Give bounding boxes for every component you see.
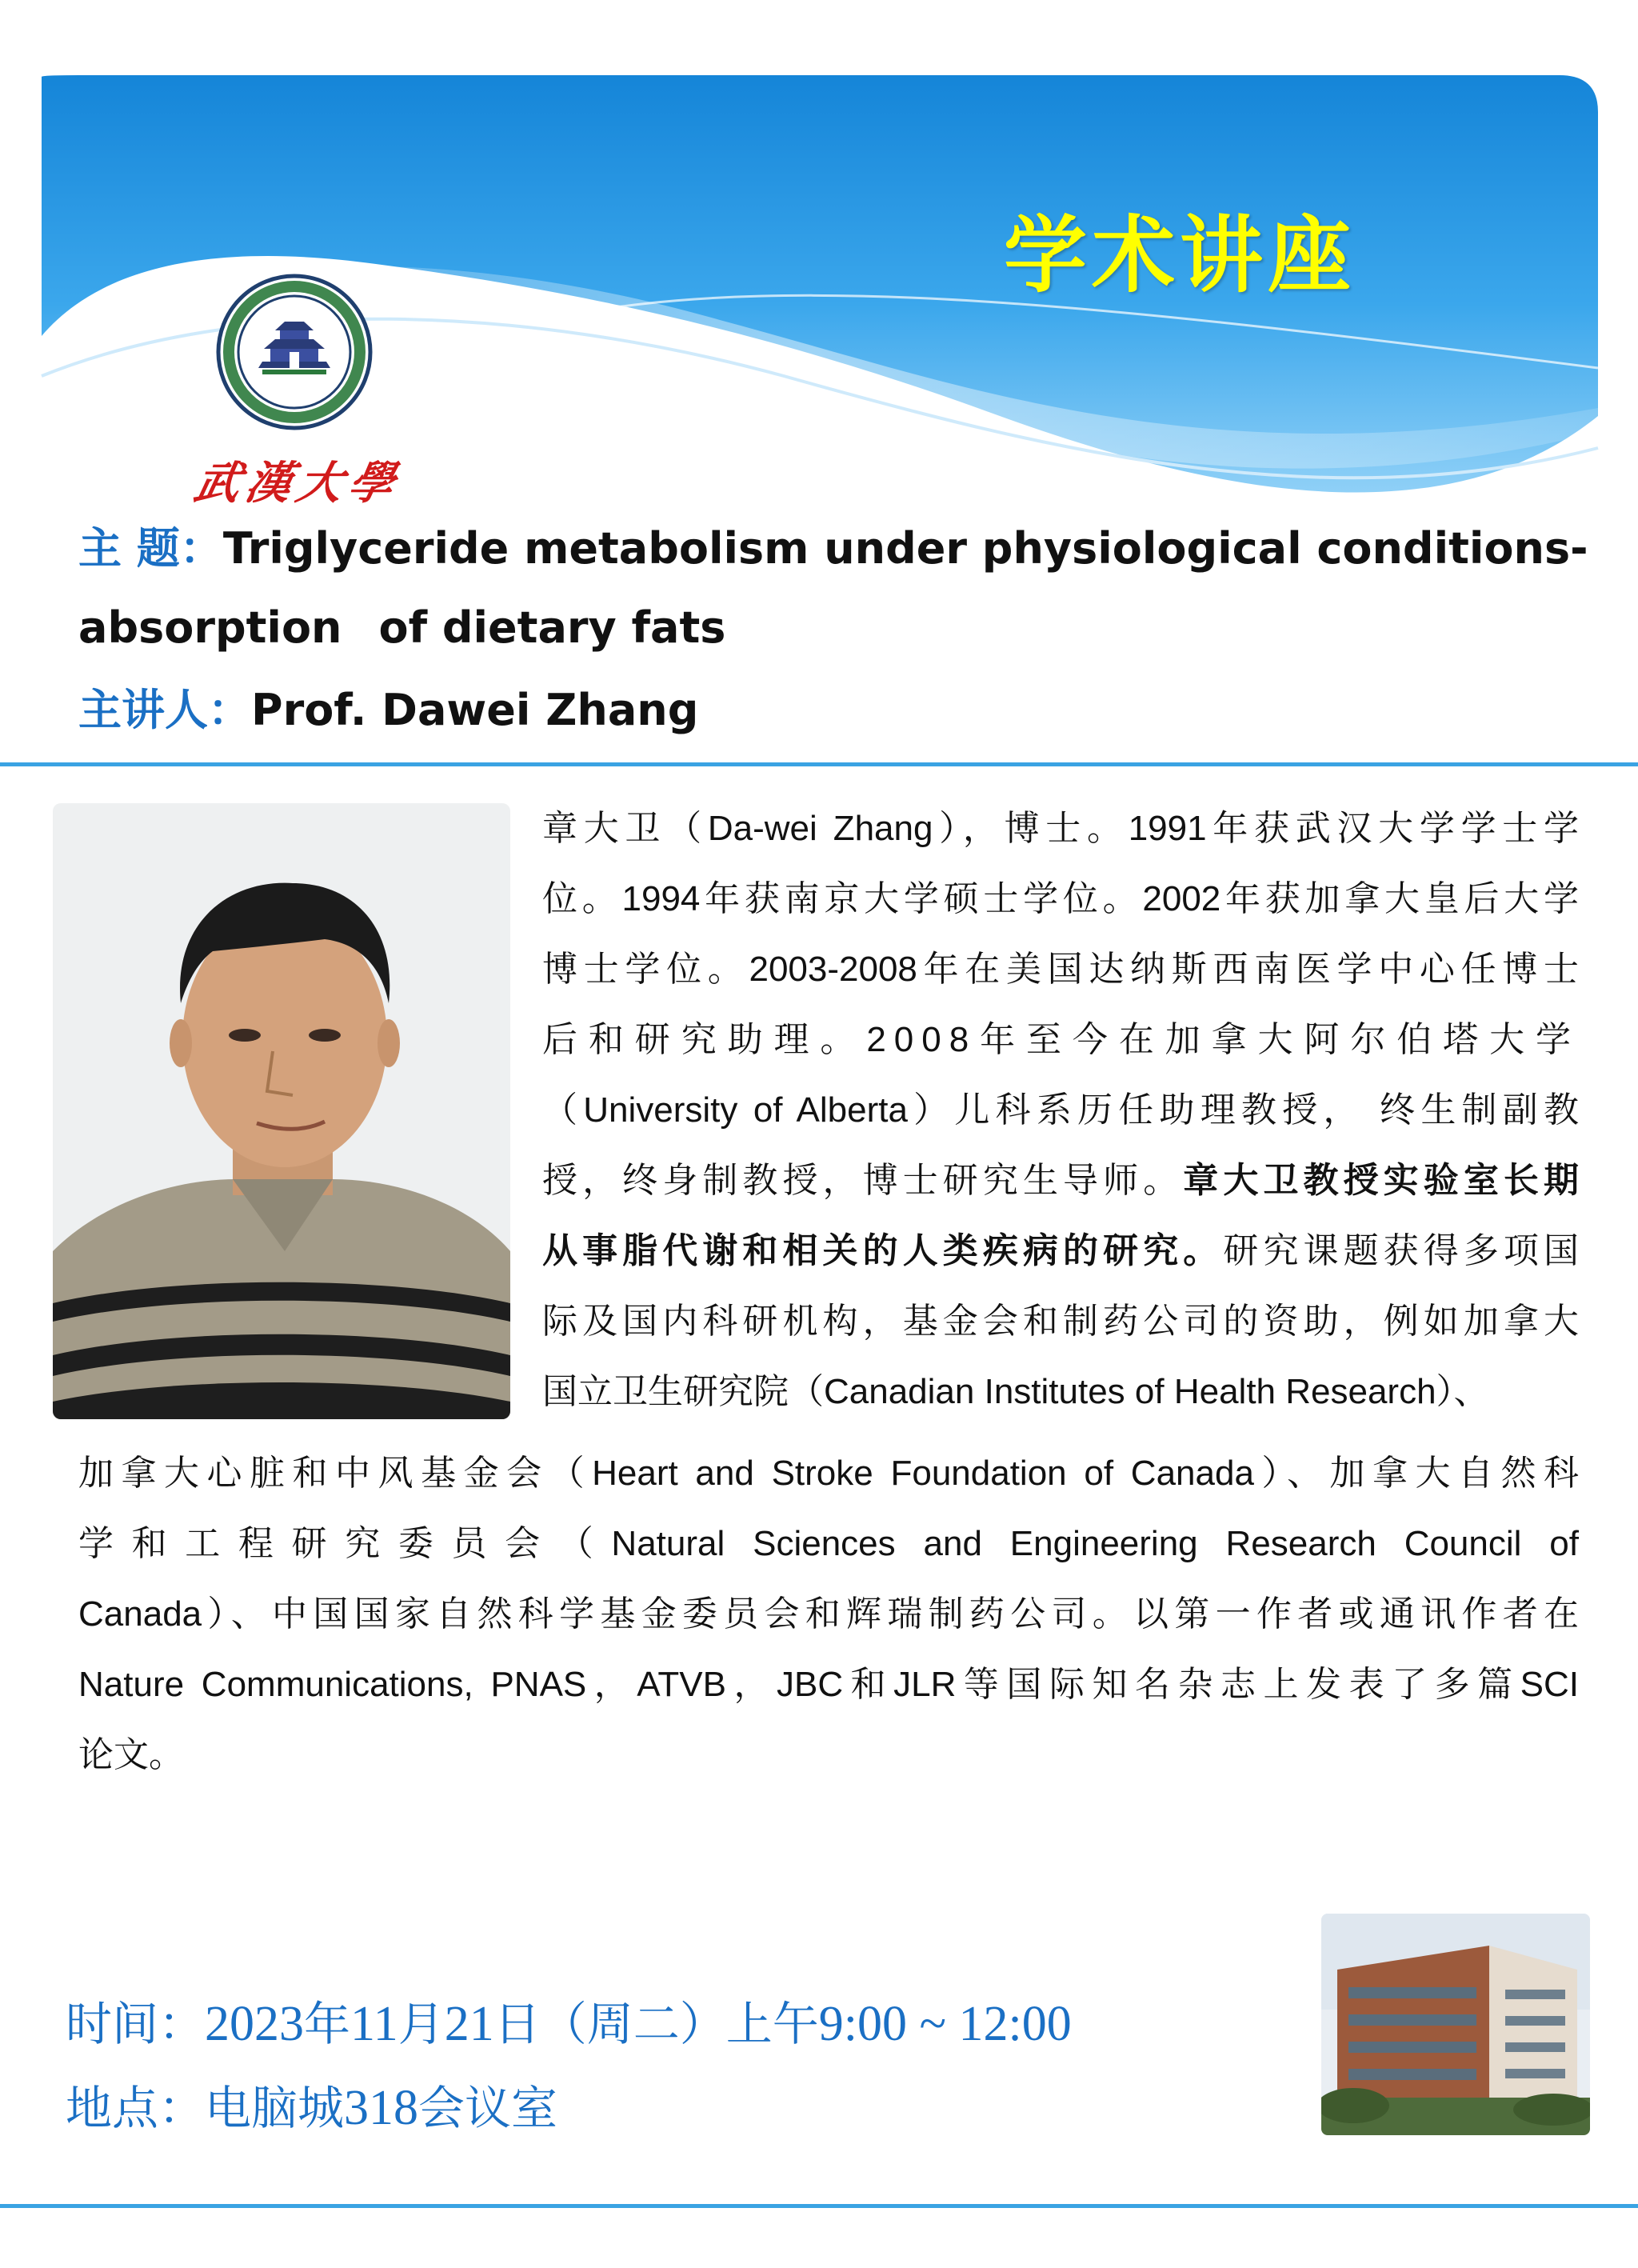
time-range: 9:00 ~ 12:00 xyxy=(818,1997,1072,2051)
speaker-name: Prof. Dawei Zhang xyxy=(251,685,699,735)
bio-line: 际及国内科研机构，基金会和制药公司的资助，例如加拿大 xyxy=(542,1302,1579,1341)
topic-text-1: Triglyceride metabolism under physiological conditions- xyxy=(222,523,1588,574)
place-suffix: 会议室 xyxy=(418,2081,558,2135)
bio-line xyxy=(542,1216,1579,1286)
time-weekday: 日（周二）上午 xyxy=(493,1997,819,2051)
divider-bottom xyxy=(0,2204,1638,2208)
bio-line-6-bold: 章大卫教授实验室长期 xyxy=(1183,1161,1580,1200)
bio-line: 加拿大心脏和中风基金会（Heart and Stroke Foundation of Canada）、加拿大自然科 xyxy=(78,1454,1579,1493)
bio-line: 博士学位。2003-2008年在美国达纳斯西南医学中心任博士 xyxy=(542,950,1579,989)
topic-line-2 xyxy=(78,602,725,654)
bio-line: Nature Communications, PNAS，ATVB，JBC和JLR等国际知名杂志上发表了多篇SCI xyxy=(78,1665,1579,1704)
bio-line: 学和工程研究委员会（Natural Sciences and Engineering Research Council of xyxy=(78,1524,1579,1563)
time-month: 11 xyxy=(350,1997,398,2051)
bio-line: 国立卫生研究院（Canadian Institutes of Health Research）、 xyxy=(542,1372,1489,1411)
event-time xyxy=(66,1994,1072,2054)
bio-line: （University of Alberta）儿科系历任助理教授， 终生制副教 xyxy=(542,1090,1579,1130)
topic-label: 主 题： xyxy=(78,523,223,574)
bio-line: 章大卫（Da-wei Zhang），博士。1991年获武汉大学学士学 xyxy=(542,809,1579,848)
place-room: 318 xyxy=(344,2081,419,2135)
bio-paragraph-narrow xyxy=(542,794,1579,1427)
bio-line: 论文。 xyxy=(78,1735,184,1774)
time-year-char: 年 xyxy=(304,1997,351,2051)
time-month-char: 月 xyxy=(398,1997,445,2051)
bio-paragraph-wide xyxy=(78,1438,1579,1790)
speaker-label: 主讲人： xyxy=(78,685,251,735)
bio-line xyxy=(542,1146,1579,1216)
time-year: 2023 xyxy=(205,1997,305,2051)
university-seal-logo xyxy=(214,272,374,432)
place-building: 电脑城 xyxy=(205,2081,345,2135)
topic-line-1 xyxy=(78,523,1588,575)
lecture-title: 学术讲座 xyxy=(1004,206,1356,304)
event-place xyxy=(66,2078,557,2138)
time-label: 时间： xyxy=(66,1997,206,2051)
time-day: 21 xyxy=(444,1997,494,2051)
bio-line-6-text: 授，终身制教授，博士研究生导师。 xyxy=(542,1161,1184,1200)
speaker-line xyxy=(78,685,698,737)
bio-line: Canada）、中国国家自然科学基金委员会和辉瑞制药公司。以第一作者或通讯作者在 xyxy=(78,1594,1579,1634)
bio-line-7-text: 研究课题获得多项国 xyxy=(1223,1231,1579,1270)
bio-line: 后和研究助理。2008年至今在加拿大阿尔伯塔大学 xyxy=(542,1020,1579,1059)
speaker-photo xyxy=(53,803,510,1419)
bio-line: 位。1994年获南京大学硕士学位。2002年获加拿大皇后大学 xyxy=(542,879,1579,918)
place-label: 地点： xyxy=(66,2081,206,2135)
topic-text-2b: of dietary fats xyxy=(378,602,726,653)
bio-line-7-bold: 从事脂代谢和相关的人类疾病的研究。 xyxy=(542,1231,1224,1270)
building-photo xyxy=(1321,1914,1590,2135)
topic-text-2a: absorption xyxy=(78,602,342,653)
divider-top xyxy=(0,762,1638,766)
university-calligraphy: 武漢大學 xyxy=(190,457,406,510)
